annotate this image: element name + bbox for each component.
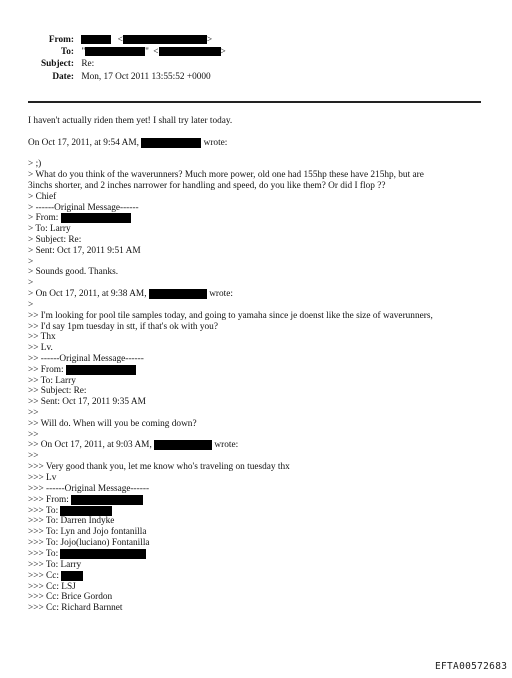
angle-open: < xyxy=(153,47,159,57)
body-line-part: >>> Cc: xyxy=(28,570,59,581)
body-line: > Sounds good. Thanks. xyxy=(28,267,119,278)
body-line: >> Will do. When will you be coming down? xyxy=(28,418,197,429)
body-line: >>> Cc: Brice Gordon xyxy=(28,592,113,603)
body-line xyxy=(28,440,488,451)
body-line: >> xyxy=(28,429,39,440)
body-line xyxy=(28,365,488,376)
body-line: > Chief xyxy=(28,191,57,202)
body-line-part: > From: xyxy=(28,213,59,224)
body-line-part: >> On Oct 17, 2011, at 9:03 AM, xyxy=(28,440,152,451)
redaction-box xyxy=(159,47,221,56)
document-id: EFTA00572683 xyxy=(435,661,508,672)
date-value: Mon, 17 Oct 2011 13:55:52 +0000 xyxy=(81,72,211,82)
body-line: > xyxy=(28,299,34,310)
body-line: >>> ------Original Message------ xyxy=(28,483,150,494)
redaction-box xyxy=(66,365,136,375)
subject-value: Re: xyxy=(81,59,95,69)
body-line: >> Sent: Oct 17, 2011 9:35 AM xyxy=(28,397,146,408)
quote-mark: " xyxy=(81,47,86,57)
body-line-part: >>> To: xyxy=(28,549,59,559)
body-line: >> xyxy=(28,408,39,419)
body-line-part: >> From: xyxy=(28,364,64,375)
quote-mark: " xyxy=(145,47,149,57)
body-line xyxy=(28,549,488,560)
body-line: >>> To: Darren Indyke xyxy=(28,516,115,527)
email-body xyxy=(28,116,488,614)
header-date-row xyxy=(20,72,211,83)
body-line xyxy=(28,506,488,517)
body-line xyxy=(28,571,488,582)
body-line-part: > On Oct 17, 2011, at 9:38 AM, xyxy=(28,289,147,300)
body-line: > xyxy=(28,278,34,289)
redaction-box xyxy=(60,549,146,559)
body-line xyxy=(28,138,488,149)
redaction-box xyxy=(71,495,143,505)
body-line: >> Lv. xyxy=(28,343,53,354)
redaction-box xyxy=(154,440,212,450)
body-line: > xyxy=(28,256,34,267)
body-line: >>> To: Jojo(luciano) Fontanilla xyxy=(28,538,150,549)
redaction-box xyxy=(141,138,201,148)
body-line: >>> Lv xyxy=(28,473,57,483)
body-line: > Sent: Oct 17, 2011 9:51 AM xyxy=(28,245,141,256)
redaction-box xyxy=(123,35,207,44)
body-line: >>> Cc: Richard Barnnet xyxy=(28,603,123,614)
body-line: I haven't actually riden them yet! I shall try later today. xyxy=(28,116,233,126)
header-divider xyxy=(28,101,481,103)
body-line: >> I'm looking for pool tile samples today, and going to yamaha since je doenst like the size of waverunners, xyxy=(28,310,433,321)
header-from-row xyxy=(20,35,212,46)
body-line: >>> To: Larry xyxy=(28,559,82,570)
subject-label: Subject: xyxy=(40,59,74,69)
body-line-part: >>> To: xyxy=(28,505,59,516)
from-label: From: xyxy=(48,35,74,45)
body-line: >> I'd say 1pm tuesday in stt, if that's ok with you? xyxy=(28,321,218,332)
redaction-box xyxy=(61,213,131,223)
body-line: >>> Cc: LSJ xyxy=(28,581,76,592)
body-line xyxy=(28,495,488,506)
body-line-part: wrote: xyxy=(214,440,239,451)
body-line: 3inchs shorter, and 2 inches narrower for handling and speed, do you like them? Or did I flop ?? xyxy=(28,180,386,191)
redaction-box xyxy=(149,289,207,299)
body-line-part: wrote: xyxy=(209,289,233,300)
header-subject-row xyxy=(20,59,94,70)
body-line: >> xyxy=(28,451,39,462)
body-line xyxy=(28,213,488,224)
header-to-row xyxy=(20,47,226,58)
redaction-box xyxy=(60,506,112,516)
body-line-part: wrote: xyxy=(203,137,228,148)
body-line: >>> Very good thank you, let me know who's traveling on tuesday thx xyxy=(28,462,290,473)
body-line: >> Thx xyxy=(28,332,56,343)
body-line: >> Subject: Re: xyxy=(28,386,87,397)
redaction-box xyxy=(85,47,145,56)
angle-close: > xyxy=(220,47,226,57)
body-line: > What do you think of the waverunners? Much more power, old one had 155hp these have 215hp, but are xyxy=(28,170,424,181)
body-line-part: On Oct 17, 2011, at 9:54 AM, xyxy=(28,137,139,148)
redaction-box xyxy=(61,571,83,581)
body-line: > To: Larry xyxy=(28,224,71,235)
angle-open: < xyxy=(117,35,123,45)
body-line: >>> To: Lyn and Jojo fontanilla xyxy=(28,527,147,538)
body-line-part: >>> From: xyxy=(28,494,69,505)
angle-close: > xyxy=(206,35,213,45)
date-label: Date: xyxy=(52,72,74,82)
redaction-box xyxy=(81,35,111,44)
body-line: >> To: Larry xyxy=(28,375,76,386)
body-line: >> ------Original Message------ xyxy=(28,353,144,364)
body-line xyxy=(28,289,488,300)
to-label: To: xyxy=(60,47,74,57)
body-line: > ------Original Message------ xyxy=(28,202,139,213)
body-line: > Subject: Re: xyxy=(28,235,82,246)
body-line: > ;) xyxy=(28,159,42,170)
